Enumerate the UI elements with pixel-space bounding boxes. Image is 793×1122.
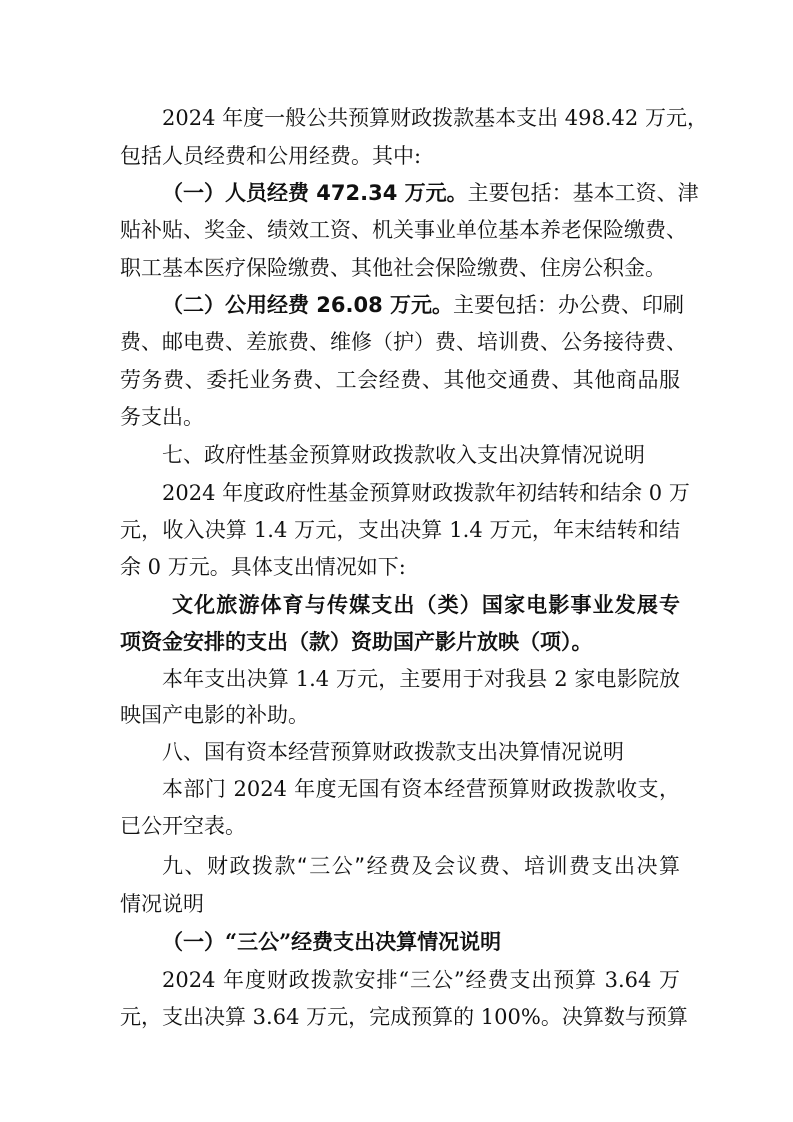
text-line: 已公开空表。 [120,814,246,838]
text-line: 务支出。 [120,405,204,429]
section-heading: 八、国有资本经营预算财政拨款支出决算情况说明 [162,740,624,764]
text-line: 元，支出决算 3.64 万元，完成预算的 100%。决算数与预算 [120,1005,688,1029]
text-line: 职工基本医疗保险缴费、其他社会保险缴费、住房公积金。 [120,256,666,280]
text-line: 贴补贴、奖金、绩效工资、机关事业单位基本养老保险缴费、 [120,218,687,242]
text-run: 主要包括：办公费、印刷 [453,293,685,317]
personnel-expense-paragraph [162,178,699,208]
text-line: 映国产电影的补助。 [120,703,309,727]
text-line: 本年支出决算 1.4 万元，主要用于对我县 2 家电影院放 [162,667,680,691]
section-heading: 九、财政拨款“三公”经费及会议费、培训费支出决算 [162,854,680,878]
text-line: 2024 年度财政拨款安排“三公”经费支出预算 3.64 万 [162,968,680,992]
section-heading: 情况说明 [120,892,204,916]
text-line: 本部门 2024 年度无国有资本经营预算财政拨款收支， [162,777,680,801]
text-line: 2024 年度一般公共预算财政拨款基本支出 498.42 万元， [162,106,708,130]
expense-item-line: 文化旅游体育与传媒支出（类）国家电影事业发展专 [172,592,680,617]
text-line: 2024 年度政府性基金预算财政拨款年初结转和结余 0 万 [162,481,690,505]
expense-item-line: 项资金安排的支出（款）资助国产影片放映（项）。 [120,629,593,654]
personnel-expense-heading: （一）人员经费 472.34 万元。 [162,181,468,205]
section-heading: 七、政府性基金预算财政拨款收入支出决算情况说明 [162,443,645,467]
text-line: 费、邮电费、差旅费、维修（护）费、培训费、公务接待费、 [120,330,687,354]
public-expense-paragraph [162,290,685,320]
text-line: 元，收入决算 1.4 万元，支出决算 1.4 万元，年末结转和结 [120,518,680,542]
subsection-heading: （一）“三公”经费支出决算情况说明 [162,929,502,954]
text-line: 劳务费、委托业务费、工会经费、其他交通费、其他商品服 [120,368,680,392]
public-expense-heading: （二）公用经费 26.08 万元。 [162,293,454,317]
text-run: 主要包括：基本工资、津 [467,181,699,205]
text-line: 余 0 万元。具体支出情况如下: [120,555,406,579]
text-line: 包括人员经费和公用经费。其中: [120,144,422,168]
